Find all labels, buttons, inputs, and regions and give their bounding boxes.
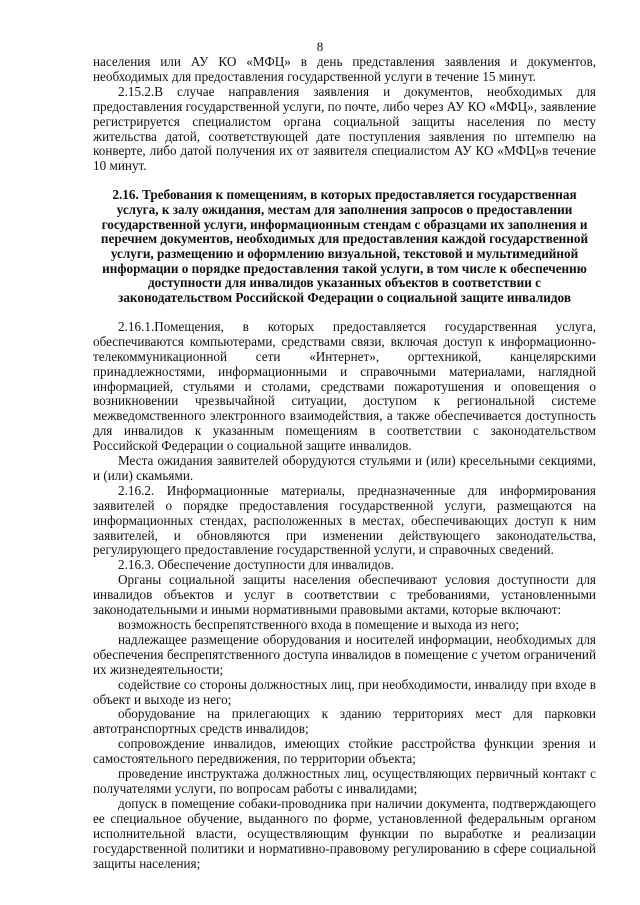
list-item-assistance: содействие со стороны должностных лиц, при необходимости, инвалиду при входе в объект и выходе из него; bbox=[93, 676, 596, 707]
list-item-guide-dog: допуск в помещение собаки-проводника при наличии документа, подтверждающего ее специальное обучение, выданного по форме, установленной федеральным органом исполнительной власти, осуществляющим функции по выработке и реализации государственной политики и нормативно-правовому регулированию в сфере социальной защиты населения; bbox=[93, 795, 596, 871]
list-item-escort: сопровождение инвалидов, имеющих стойкие расстройства функции зрения и самостоятельного передвижения, по территории объекта; bbox=[93, 736, 596, 767]
list-item-briefing: проведение инструктажа должностных лиц, осуществляющих первичный контакт с получателями услуги, по вопросам работы с инвалидами; bbox=[93, 766, 596, 796]
page-number: 8 bbox=[316, 39, 324, 54]
list-item-parking: оборудование на прилегающих к зданию территориях мест для парковки автотранспортных средств инвалидов; bbox=[93, 706, 596, 737]
list-item-equipment: надлежащее размещение оборудования и носителей информации, необходимых для обеспечения беспрепятственного доступа инвалидов в помещение с учетом ограничений их жизнедеятельности; bbox=[93, 631, 596, 677]
paragraph-2-16-2: 2.16.2. Информационные материалы, предназначенные для информирования заявителей о порядке предоставления государственной услуги, размещаются на информационных стендах, расположенных в местах, обеспечивающих доступ к ним заявителей, и обновляются при изменении действующего законодательства, регулирующего предоставление государственной услуги, и справочных сведений. bbox=[93, 482, 596, 558]
paragraph-2-16-1: 2.16.1.Помещения, в которых предоставляется государственная услуга, обеспечиваются компьютерами, средствами связи, включая доступ к информационно-телекоммуникационной сети «Интернет», оргтехникой, канцелярскими принадлежностями, информационными и справочными материалами, наглядной информацией, стульями и столами, средствами пожаротушения и оповещения о возникновении чрезвычайной ситуации, доступом к региональной системе межведомственного электронного взаимодействия, а также обеспечивается доступность для инвалидов к указанным помещениям в соответствии с законодательством Российской Федерации о социальной защите инвалидов. bbox=[93, 318, 596, 454]
paragraph-continuation: населения или АУ КО «МФЦ» в день представления заявления и документов, необходимых для предоставления государственной услуги в течение 15 минут. bbox=[93, 54, 596, 84]
paragraph-waiting-areas: Места ожидания заявителей оборудуются стульями и (или) кресельными секциями, и (или) скамьями. bbox=[93, 453, 596, 483]
section-heading-2-16: 2.16. Требования к помещениям, в которых предоставляется государственная услуга, к залу ожидания, местам для заполнения запросов о предоставлении государственной услуги, информационным стендам с образцами их заполнения и перечнем документов, необходимых для предоставления каждой государственной услуги, размещению и оформлению визуальной, текстовой и мультимедийной информации о порядке предоставления такой услуги, в том числе к обеспечению доступности для инвалидов указанных объектов в соответствии с законодательством Российской Федерации о социальной защите инвалидов bbox=[100, 187, 589, 306]
document-body bbox=[93, 55, 596, 871]
paragraph-2-15-2: 2.15.2.В случае направления заявления и документов, необходимых для предоставления государственной услуги, по почте, либо через АУ КО «МФЦ», заявление регистрируется специалистом органа социальной защиты населения по месту жительства датой, соответствующей дате поступления заявления по штемпелю на конверте, либо датой получения их от заявителя специалистом АУ КО «МФЦ»в течение 10 минут. bbox=[93, 83, 596, 174]
list-item-entrance: возможность беспрепятственного входа в помещение и выхода из него; bbox=[118, 617, 520, 632]
paragraph-2-16-3: 2.16.3. Обеспечение доступности для инвалидов. bbox=[118, 557, 394, 573]
paragraph-accessibility-intro: Органы социальной защиты населения обеспечивают условия доступности для инвалидов объектов и услуг в соответствии с требованиями, установленными законодательными и иными нормативными правовыми актами, которые включают: bbox=[93, 572, 596, 618]
